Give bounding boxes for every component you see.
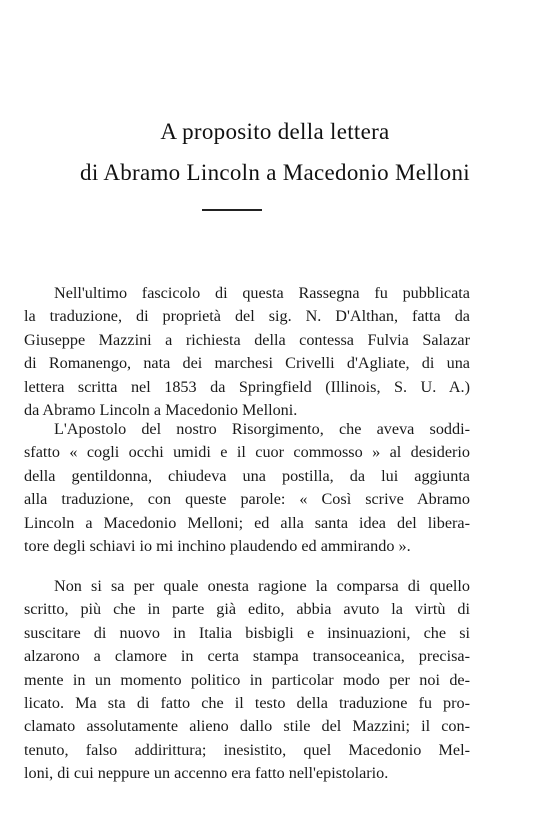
text-line: scritto, più che in parte già edito, abbia avuto la virtù di [24,600,470,619]
text-line: L'Apostolo del nostro Risorgimento, che aveva soddi- [54,420,470,438]
text-line: alla traduzione, con queste parole: « Così scrive Abramo [24,490,470,509]
text-line: da Abramo Lincoln a Macedonio Melloni. [24,400,298,419]
text-line: alzarono a clamore in certa stampa transoceanica, precisa- [24,647,470,666]
text-line: suscitare di nuovo in Italia bisbigli e insinuazioni, che si [24,623,470,642]
title-line-2: di Abramo Lincoln a Macedonio Melloni [80,160,470,185]
text-line: Non si sa per quale onesta ragione la comparsa di quello [54,577,470,595]
text-line: Lincoln a Macedonio Melloni; ed alla santa idea del libera- [24,513,470,532]
text-line: mente in un momento politico in particolar modo per noi de- [24,670,470,689]
text-line: licato. Ma sta di fatto che il testo della traduzione fu pro- [24,693,470,712]
text-line: tore degli schiavi io mi inchino plaudendo ed ammirando ». [24,536,411,555]
text-line: tenuto, falso addirittura; inesistito, quel Macedonio Mel- [24,740,470,759]
title-line-1: A proposito della lettera [160,119,390,144]
text-line: della gentildonna, chiudeva una postilla, da lui aggiunta [24,466,470,485]
title-divider [202,209,262,211]
text-line: Nell'ultimo fascicolo di questa Rassegna fu pubblicata [54,284,470,302]
paragraph-1 [24,282,470,422]
text-line: clamato assolutamente alieno dallo stile del Mazzini; il con- [24,717,470,736]
text-line: Giuseppe Mazzini a richiesta della contessa Fulvia Salazar [24,330,470,349]
text-line: lettera scritta nel 1853 da Springfield (Illinois, S. U. A.) [24,377,470,396]
text-line: sfatto « cogli occhi umidi e il cuor commosso » al desiderio [24,443,470,462]
paragraph-3 [24,575,470,786]
text-line: loni, di cui neppure un accenno era fatto nell'epistolario. [24,764,389,783]
text-line: la traduzione, di proprietà del sig. N. D'Althan, fatta da [24,307,470,326]
text-line: di Romanengo, nata dei marchesi Crivelli d'Agliate, di una [24,354,470,373]
paragraph-2 [24,418,470,558]
